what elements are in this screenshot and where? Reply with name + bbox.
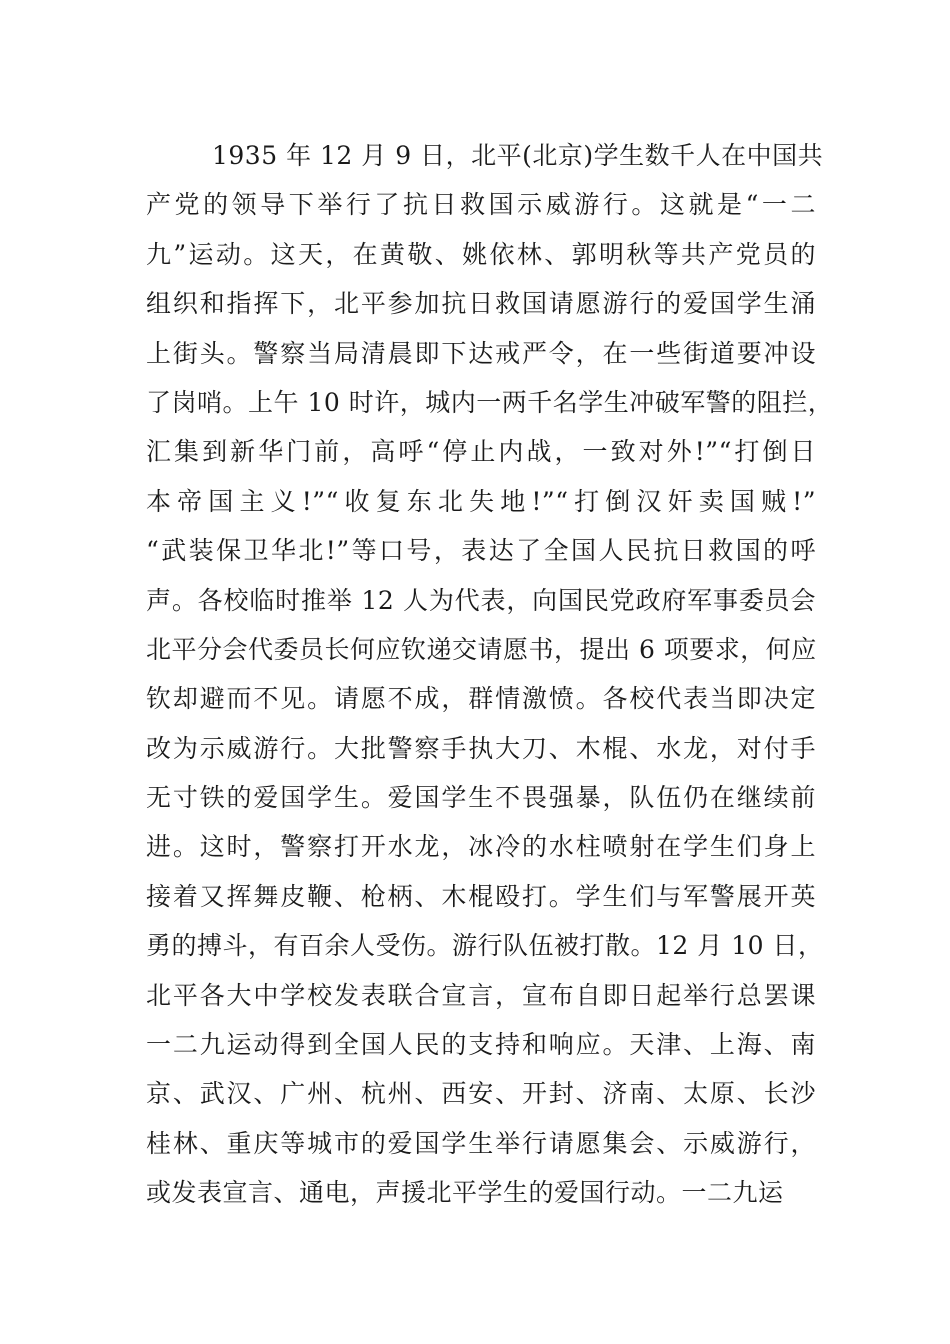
text-line: 改为示威游行。大批警察手执大刀、木棍、水龙，对付手 — [146, 733, 816, 763]
text-line: 了岗哨。上午 10 时许，城内一两千名学生冲破军警的阻拦， — [146, 387, 834, 417]
text-line: 进。这时，警察打开水龙，冰冷的水柱喷射在学生们身上 — [146, 832, 816, 862]
body-paragraph — [146, 131, 834, 1218]
text-line: 接着又挥舞皮鞭、枪柄、木棍殴打。学生们与军警展开英 — [146, 881, 816, 911]
text-line: 勇的搏斗，有百余人受伤。游行队伍被打散。12 月 10 日， — [146, 931, 824, 961]
text-line: 汇集到新华门前，高呼“停止内战，一致对外!”“打倒日 — [146, 437, 817, 467]
text-line: 九”运动。这天，在黄敬、姚依林、郭明秋等共产党员的 — [146, 239, 816, 269]
text-line: 北平分会代委员长何应钦递交请愿书，提出 6 项要求，何应 — [146, 634, 817, 664]
text-line: 无寸铁的爱国学生。爱国学生不畏强暴，队伍仍在继续前 — [146, 783, 816, 813]
text-line: 北平各大中学校发表联合宣言，宣布自即日起举行总罢课 — [146, 980, 816, 1010]
text-line: 上街头。警察当局清晨即下达戒严令，在一些街道要冲设 — [146, 338, 816, 368]
text-line: 桂林、重庆等城市的爱国学生举行请愿集会、示威游行， — [146, 1128, 816, 1158]
text-line: “武装保卫华北!”等口号，表达了全国人民抗日救国的呼 — [146, 536, 816, 566]
text-line: 组织和指挥下，北平参加抗日救国请愿游行的爱国学生涌 — [146, 289, 816, 319]
text-line: 京、武汉、广州、杭州、西安、开封、济南、太原、长沙 — [146, 1079, 816, 1109]
text-line: 产党的领导下举行了抗日救国示威游行。这就是“一二 — [146, 190, 816, 220]
text-line: 1935 年 12 月 9 日，北平(北京)学生数千人在中国共 — [212, 141, 824, 170]
text-line: 声。各校临时推举 12 人为代表，向国民党政府军事委员会 — [146, 585, 816, 615]
text-line: 一二九运动得到全国人民的支持和响应。天津、上海、南 — [146, 1030, 816, 1060]
text-line: 或发表宣言、通电，声援北平学生的爱国行动。一二九运 — [146, 1178, 784, 1208]
text-line: 钦却避而不见。请愿不成，群情激愤。各校代表当即决定 — [146, 684, 816, 714]
text-line: 本帝国主义!”“收复东北失地!”“打倒汉奸卖国贼!” — [146, 486, 816, 516]
